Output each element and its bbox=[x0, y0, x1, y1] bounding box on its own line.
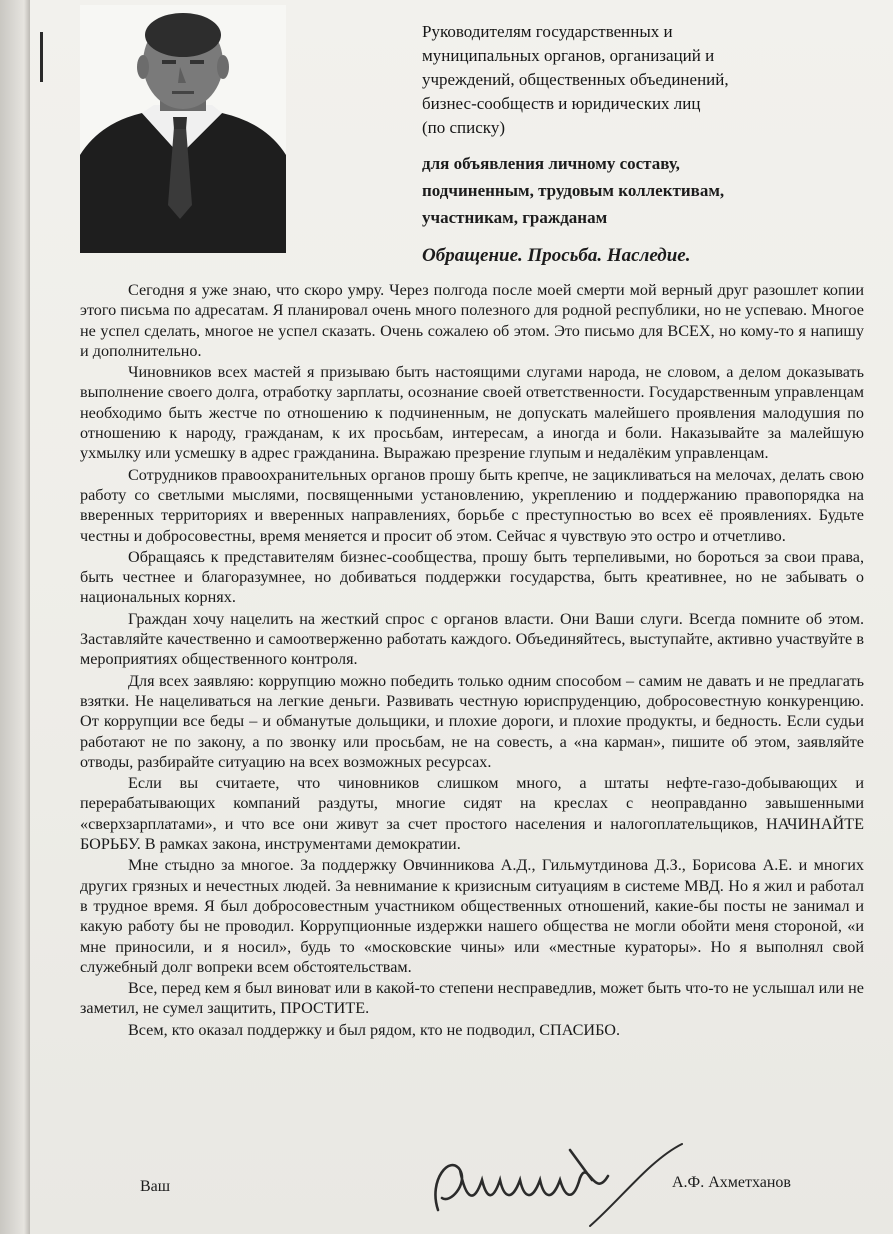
letter-page bbox=[30, 0, 893, 1234]
closing-word: Ваш bbox=[140, 1178, 171, 1195]
author-portrait bbox=[80, 5, 286, 253]
addressee-line: (по списку) bbox=[422, 118, 505, 137]
purpose-line: подчиненным, трудовым коллективам, bbox=[422, 181, 725, 200]
body-paragraph: Обращаясь к представителям бизнес-сообщества, прошу быть терпеливыми, но бороться за свои права, быть честнее и благоразумнее, но добиваться поддержки государства, быть креативнее, но не забывать о национальных корнях. bbox=[80, 547, 864, 607]
body-paragraph: Чиновников всех мастей я призываю быть настоящими слугами народа, не словом, а делом доказывать выполнение своего долга, отработку зарплаты, осознание своей ответственности. Государственным управленцам необходимо быть жестче по отношению к подчиненным, не допускать малейшего проявления малодушия по отношению к народу, гражданам, к их просьбам, интересам, а иногда и боли. Наказывайте за малейшую ухмылку или усмешку в адрес гражданина. Выражаю презрение глупым и недалёким управленцам. bbox=[80, 363, 864, 463]
body-paragraph: Всем, кто оказал поддержку и был рядом, кто не подводил, СПАСИБО. bbox=[128, 1020, 621, 1039]
addressee-line: муниципальных органов, организаций и bbox=[422, 46, 715, 65]
body-paragraph: Мне стыдно за многое. За поддержку Овчинникова А.Д., Гильмутдинова Д.З., Борисова А.Е. и многих других грязных и нечестных людей. За невнимание к кризисным ситуациям в системе МВД. Но я жил и работал в трудное время. Я был добросовестным участником общественных отношений, какие-бы посты не занимал и какую работу бы не проводил. Коррупционные издержки нашего общества не могли обойти меня стороной, «и мне приносили, и я носил», будь то «московские чины» или «местные кураторы». Но я выполнял свой служебный долг вопреки всем обстоятельствам. bbox=[80, 856, 864, 976]
body-paragraph: Сегодня я уже знаю, что скоро умру. Через полгода после моей смерти мой верный друг разошлет копии этого письма по адресатам. Я планировал очень много полезного для родной республики, но не успеваю. Многое не успел сделать, многое не успел сказать. Очень сожалею об этом. Это письмо для ВСЕХ, но кому-то я напишу и дополнительно. bbox=[80, 281, 864, 360]
margin-mark bbox=[40, 32, 43, 82]
addressee-line: учреждений, общественных объединений, bbox=[422, 70, 729, 89]
addressee-block bbox=[422, 20, 862, 140]
body-paragraph: Для всех заявляю: коррупцию можно победить только одним способом – самим не давать и не предлагать взятки. Не нацеливаться на легкие деньги. Развивать честную юриспруденцию, добросовестную конкуренцию. От коррупции все беды – и обманутые дольщики, и плохие дороги, и плохие продукты, и бедность. Если судьи работают не по закону, а по звонку или просьбам, не на совесть, а «на карман», пишите об этом, заявляйте отводы, разбирайте ситуацию на всех возможных ресурсах. bbox=[80, 671, 864, 771]
notebook-edge bbox=[0, 0, 30, 1234]
signer-name: А.Ф. Ахметханов bbox=[672, 1174, 791, 1191]
body-paragraph: Сотрудников правоохранительных органов прошу быть крепче, не зацикливаться на мелочах, делать свою работу со светлыми мыслями, посвященными установлению, укреплению и поддержанию правопорядка на вверенных территориях и вверенных направлениях, борьбе с преступностью во всех её проявлениях. Будьте честны и добросовестны, время меняется и просит об этом. Сейчас я чувствую это остро и отчетливо. bbox=[80, 465, 864, 545]
letter-body bbox=[80, 280, 864, 1041]
signature-row bbox=[80, 1150, 864, 1230]
addressee-line: бизнес-сообществ и юридических лиц bbox=[422, 94, 701, 113]
addressee-line: Руководителям государственных и bbox=[422, 22, 673, 41]
purpose-line: для объявления личному составу, bbox=[422, 154, 680, 173]
body-paragraph: Если вы считаете, что чиновников слишком много, а штаты нефте-газо-добывающих и перерабатывающих компаний раздуты, многие сидят на креслах с неоправданно завышенными «сверхзарплатами», и что все они живут за счет простого населения и налогоплательщиков, НАЧИНАЙТЕ БОРЬБУ. В рамках закона, инструментами демократии. bbox=[80, 774, 864, 854]
purpose-line: участникам, гражданам bbox=[422, 208, 608, 227]
body-paragraph: Граждан хочу нацелить на жесткий спрос с органов власти. Они Ваши слуги. Всегда помните об этом. Заставляйте качественно и самоотверженно работать каждого. Объединяйтесь, выступайте, активно участвуйте в мероприятиях общественного контроля. bbox=[80, 609, 864, 669]
purpose-block bbox=[422, 150, 882, 231]
document-title: Обращение. Просьба. Наследие. bbox=[422, 245, 691, 266]
body-paragraph: Все, перед кем я был виноват или в какой-то степени несправедлив, может быть что-то не услышал или не заметил, не сумел защитить, ПРОСТИТЕ. bbox=[80, 979, 864, 1018]
